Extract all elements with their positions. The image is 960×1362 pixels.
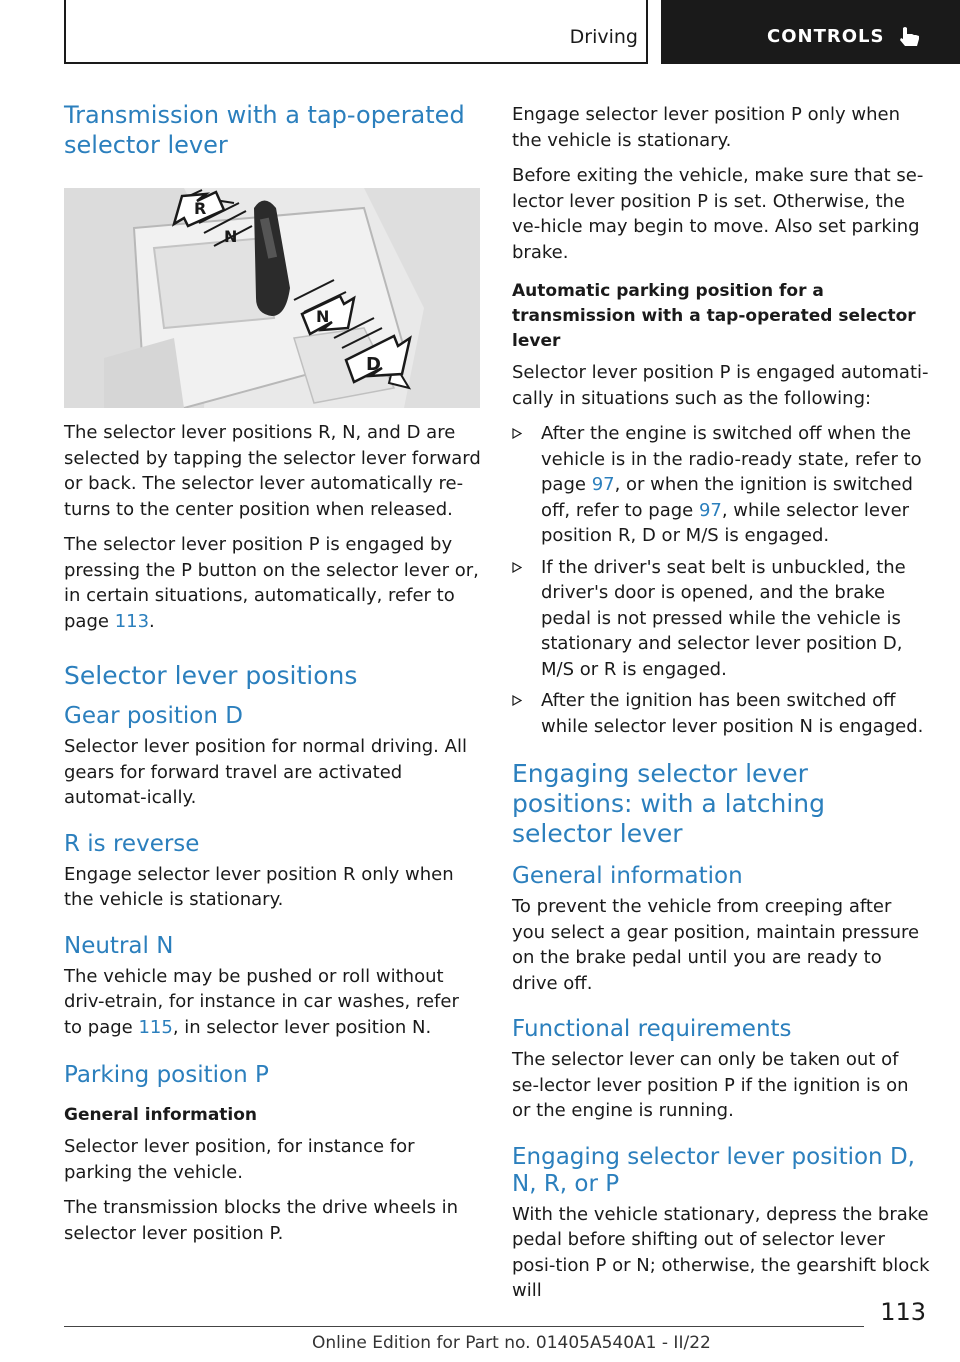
header-frame: [64, 0, 648, 64]
paragraph-engage-p: Engage selector lever position P only when the vehicle is stationary.: [512, 104, 901, 151]
paragraph-auto-parking: Selector lever position P is engaged automati-cally in situations such as the following:: [512, 362, 929, 409]
text: , while selector lever position R, D or M/S is engaged.: [541, 499, 910, 546]
right-column: [512, 102, 930, 1314]
auto-parking-list: [512, 421, 930, 739]
list-item: [512, 688, 930, 739]
left-column: [64, 100, 482, 1256]
paragraph-general: To prevent the vehicle from creeping after you select a gear position, maintain pressure on the brake pedal until you are ready to drive off.: [512, 896, 920, 994]
text: After the engine is switched off when the vehicle is in the radio-ready state, refer to page: [541, 423, 922, 495]
pointing-hand-icon: [899, 26, 921, 50]
triangle-bullet-icon: [512, 562, 522, 573]
list-item: [512, 555, 930, 683]
page-link-115[interactable]: 115: [138, 1016, 173, 1038]
paragraph-functional: The selector lever can only be taken out of se-lector lever position P if the ignition is on or the engine is running.: [512, 1049, 909, 1121]
heading-general-information: General information: [64, 1105, 258, 1125]
paragraph-engaging: With the vehicle stationary, depress the brake pedal before shifting out of selector lever posi-tion P or N; otherwise, the gearshift block will: [512, 1203, 930, 1301]
figure-label-n-bottom: N: [316, 307, 330, 326]
paragraph-gear-d: Selector lever position for normal driving. All gears for forward travel are activated automat-ically.: [64, 736, 467, 808]
heading-parking-position-p: Parking position P: [64, 1062, 269, 1088]
paragraph-neutral: [64, 964, 482, 1041]
footer-divider: [64, 1326, 864, 1327]
header-chapter-tab: [661, 0, 960, 64]
page-link-97[interactable]: 97: [591, 474, 615, 495]
page-number: 113: [880, 1298, 926, 1326]
paragraph-parking-1: Selector lever position, for instance for parking the vehicle.: [64, 1136, 415, 1183]
section-title: Transmission with a tap-operated selector lever: [64, 101, 465, 159]
heading-engaging-dnrp: Engaging selector lever position D, N, R, or P: [512, 1143, 915, 1197]
heading-functional-requirements: Functional requirements: [512, 1016, 792, 1042]
triangle-bullet-icon: [512, 695, 522, 706]
figure-label-r: R: [194, 199, 207, 218]
paragraph-p-button: [64, 532, 482, 634]
header-section-title: Driving: [569, 26, 638, 48]
page-link-113[interactable]: 113: [114, 610, 150, 632]
list-item: [512, 421, 930, 549]
page-link-97[interactable]: 97: [698, 499, 722, 521]
text: The selector lever position P is engaged by pressing the P button on the selector lever or, in certain situations, automatically, refer to page: [64, 534, 479, 632]
heading-gear-position-d: Gear position D: [64, 703, 243, 729]
figure-label-n-top: N: [224, 227, 238, 246]
figure-label-d: D: [366, 354, 381, 375]
paragraph-before-exiting: Before exiting the vehicle, make sure that se-lector lever position P is set. Otherwise, the ve-hicle may begin to move. Also set parking brake.: [512, 165, 924, 263]
heading-neutral-n: Neutral N: [64, 932, 174, 959]
paragraph-lever-positions: The selector lever positions R, N, and D are selected by tapping the selector lever forward or back. The selector lever automatically re-turns to the center position when released.: [64, 422, 481, 520]
text: If the driver's seat belt is unbuckled, the driver's door is opened, and the brake pedal is not pressed while the vehicle is stationary and selector lever position D, M/S or R is engaged.: [541, 556, 906, 680]
header-chapter-label: CONTROLS: [767, 26, 885, 47]
text: .: [149, 610, 155, 632]
text: , in selector lever position N.: [172, 1016, 432, 1038]
selector-lever-illustration: [64, 188, 480, 408]
text: , or when the ignition is switched off, refer to page: [541, 474, 913, 521]
paragraph-parking-2: The transmission blocks the drive wheels in selector lever position P.: [64, 1197, 459, 1244]
heading-automatic-parking: Automatic parking position for a transmission with a tap-operated selector lever: [512, 281, 916, 351]
heading-r-is-reverse: R is reverse: [64, 830, 200, 857]
text: After the ignition has been switched off while selector lever position N is engaged.: [541, 690, 924, 737]
triangle-bullet-icon: [512, 428, 522, 439]
text: The vehicle may be pushed or roll without driv-etrain, for instance in car washes, refer to page: [64, 965, 459, 1038]
footer-edition: Online Edition for Part no. 01405A540A1 - II/22: [312, 1333, 711, 1353]
paragraph-reverse: Engage selector lever position R only when the vehicle is stationary.: [64, 863, 454, 910]
heading-engaging-latching: Engaging selector lever positions: with a latching selector lever: [512, 759, 825, 848]
heading-selector-lever-positions: Selector lever positions: [64, 661, 358, 690]
heading-general-information-right: General information: [512, 863, 743, 889]
